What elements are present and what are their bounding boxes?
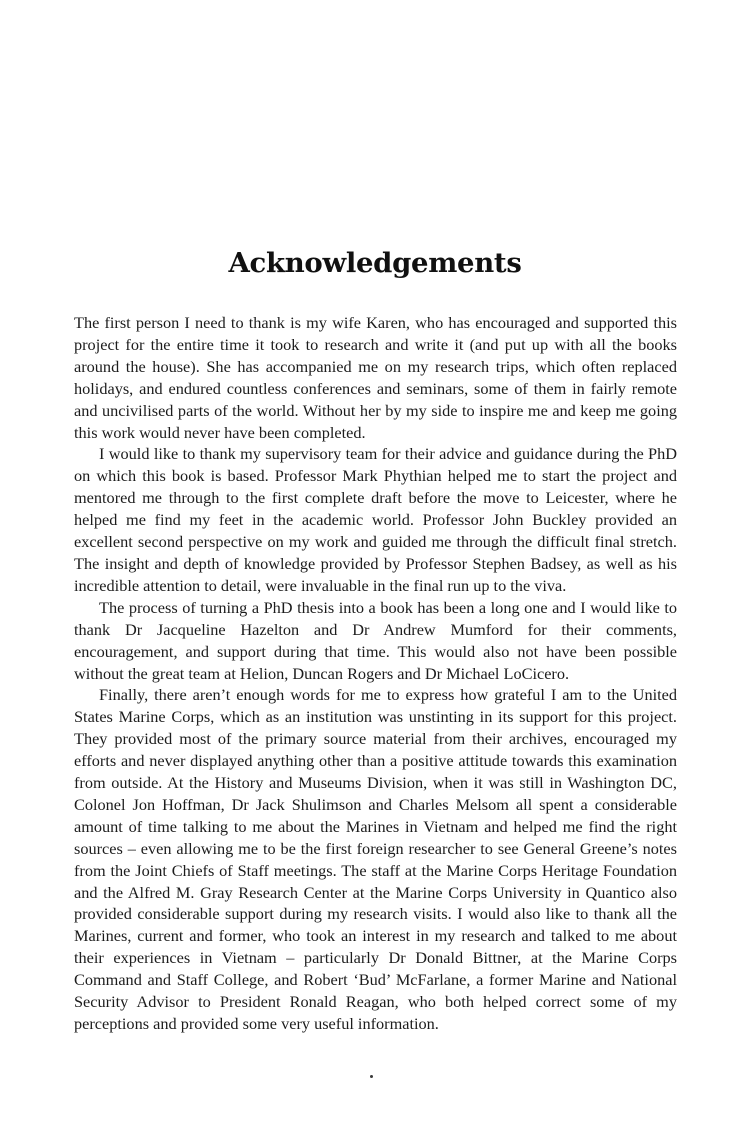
paragraph-4: Finally, there aren’t enough words for me to express how grateful I am to the United States Marine Corps, which as an institution was unstinting in its support for this project. They provided most of the primary source material from their archives, encouraged my efforts and never displayed anything other than a positive attitude towards this examination from outside. At the History and Museums Division, when it was still in Washington DC, Colonel Jon Hoffman, Dr Jack Shulimson and Charles Melsom all spent a considerable amount of time talking to me about the Marines in Vietnam and helped me find the right sources – even allowing me to be the first foreign researcher to see General Greene’s notes from the Joint Chiefs of Staff meetings. The staff at the Marine Corps Heritage Foundation and the Alfred M. Gray Research Center at the Marine Corps University in Quantico also provided considerable support during my research visits. I would also like to thank all the Marines, current and former, who took an interest in my research and talked to me about their experiences in Vietnam – particularly Dr Donald Bittner, at the Marine Corps Command and Staff College, and Robert ‘Bud’ McFarlane, a former Marine and National Security Advisor to President Ronald Reagan, who both helped correct some of my perceptions and provided some very useful information.	[74, 685, 677, 1033]
page-footer-mark	[370, 1075, 373, 1078]
acknowledgements-body	[74, 312, 677, 1035]
paragraph-1: The first person I need to thank is my wife Karen, who has encouraged and supported this project for the entire time it took to research and write it (and put up with all the books around the house). She has accompanied me on my research trips, which often replaced holidays, and endured countless conferences and seminars, some of them in fairly remote and uncivilised parts of the world. Without her by my side to inspire me and keep me going this work would never have been completed.	[74, 313, 677, 442]
paragraph-3: The process of turning a PhD thesis into a book has been a long one and I would like to thank Dr Jacqueline Hazelton and Dr Andrew Mumford for their comments, encouragement, and support during that time. This would also not have been possible without the great team at Helion, Duncan Rogers and Dr Michael LoCicero.	[74, 597, 677, 683]
paragraph-2: I would like to thank my supervisory team for their advice and guidance during the PhD on which this book is based. Professor Mark Phythian helped me to start the project and mentored me through to the first complete draft before the move to Leicester, where he helped me find my feet in the academic world. Professor John Buckley provided an excellent second perspective on my work and guided me through the difficult final stretch. The insight and depth of knowledge provided by Professor Stephen Badsey, as well as his incredible attention to detail, were invaluable in the final run up to the viva.	[74, 444, 677, 595]
page-title: Acknowledgements	[228, 247, 522, 279]
